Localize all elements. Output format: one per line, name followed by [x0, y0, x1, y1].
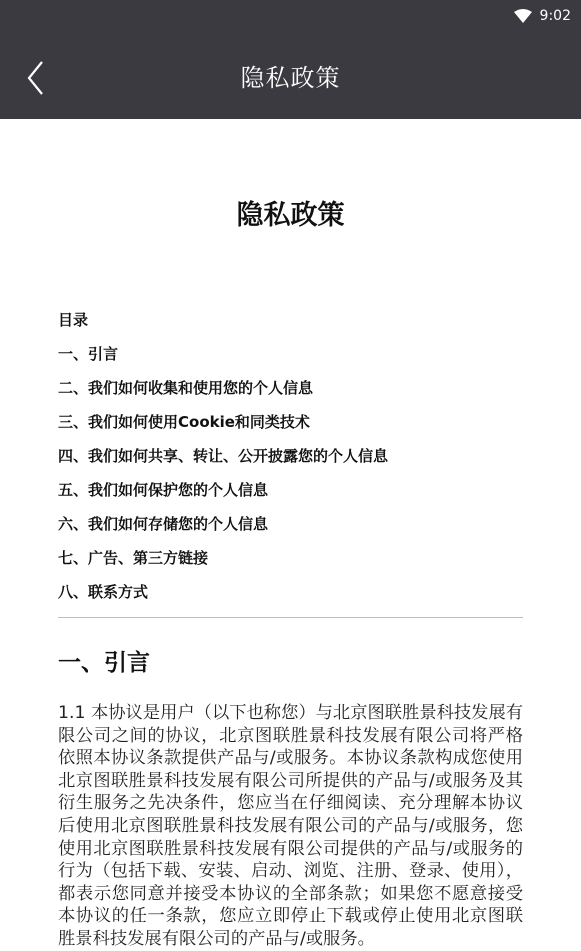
- toc-item: 四、我们如何共享、转让、公开披露您的个人信息: [58, 447, 389, 465]
- toc-item: 六、我们如何存储您的个人信息: [58, 515, 269, 533]
- toc-heading: 目录: [58, 311, 89, 329]
- toc-item: 七、广告、第三方链接: [58, 549, 209, 567]
- wifi-icon: [514, 9, 532, 23]
- status-bar: [0, 0, 581, 32]
- page-title: 隐私政策: [240, 64, 341, 92]
- status-time: 9:02: [539, 8, 571, 24]
- toc-item: 二、我们如何收集和使用您的个人信息: [58, 379, 314, 397]
- toc-item: 五、我们如何保护您的个人信息: [58, 481, 269, 499]
- toc-item: 三、我们如何使用Cookie和同类技术: [58, 413, 310, 431]
- section-paragraph: 1.1 本协议是用户（以下也称您）与北京图联胜景科技发展有限公司之间的协议，北京图联胜景科技发展有限公司将严格依照本协议条款提供产品与/或服务。本协议条款构成您使用北京图联胜景科技发展有限公司所提供的产品与/或服务及其衍生服务之先决条件，您应当在仔细阅读、充分理解本协议后使用北京图联胜景科技发展有限公司的产品与/或服务，您使用北京图联胜景科技发展有限公司提供的产品与/或服务的行为（包括下载、安装、启动、浏览、注册、登录、使用），都表示您同意并接受本协议的全部条款；如果您不愿意接受本协议的任一条款，您应立即停止下载或停止使用北京图联胜景科技发展有限公司的产品与/或服务。: [58, 703, 524, 949]
- app-bar: [0, 32, 581, 119]
- section-title: 一、引言: [58, 650, 150, 676]
- chevron-left-icon: [26, 60, 44, 96]
- back-button[interactable]: [22, 58, 48, 98]
- toc-item: 一、引言: [58, 345, 119, 363]
- document-body[interactable]: [0, 199, 581, 951]
- document-title: 隐私政策: [236, 200, 345, 231]
- divider: [58, 617, 523, 618]
- toc-item: 八、联系方式: [58, 583, 149, 601]
- table-of-contents: [58, 303, 523, 609]
